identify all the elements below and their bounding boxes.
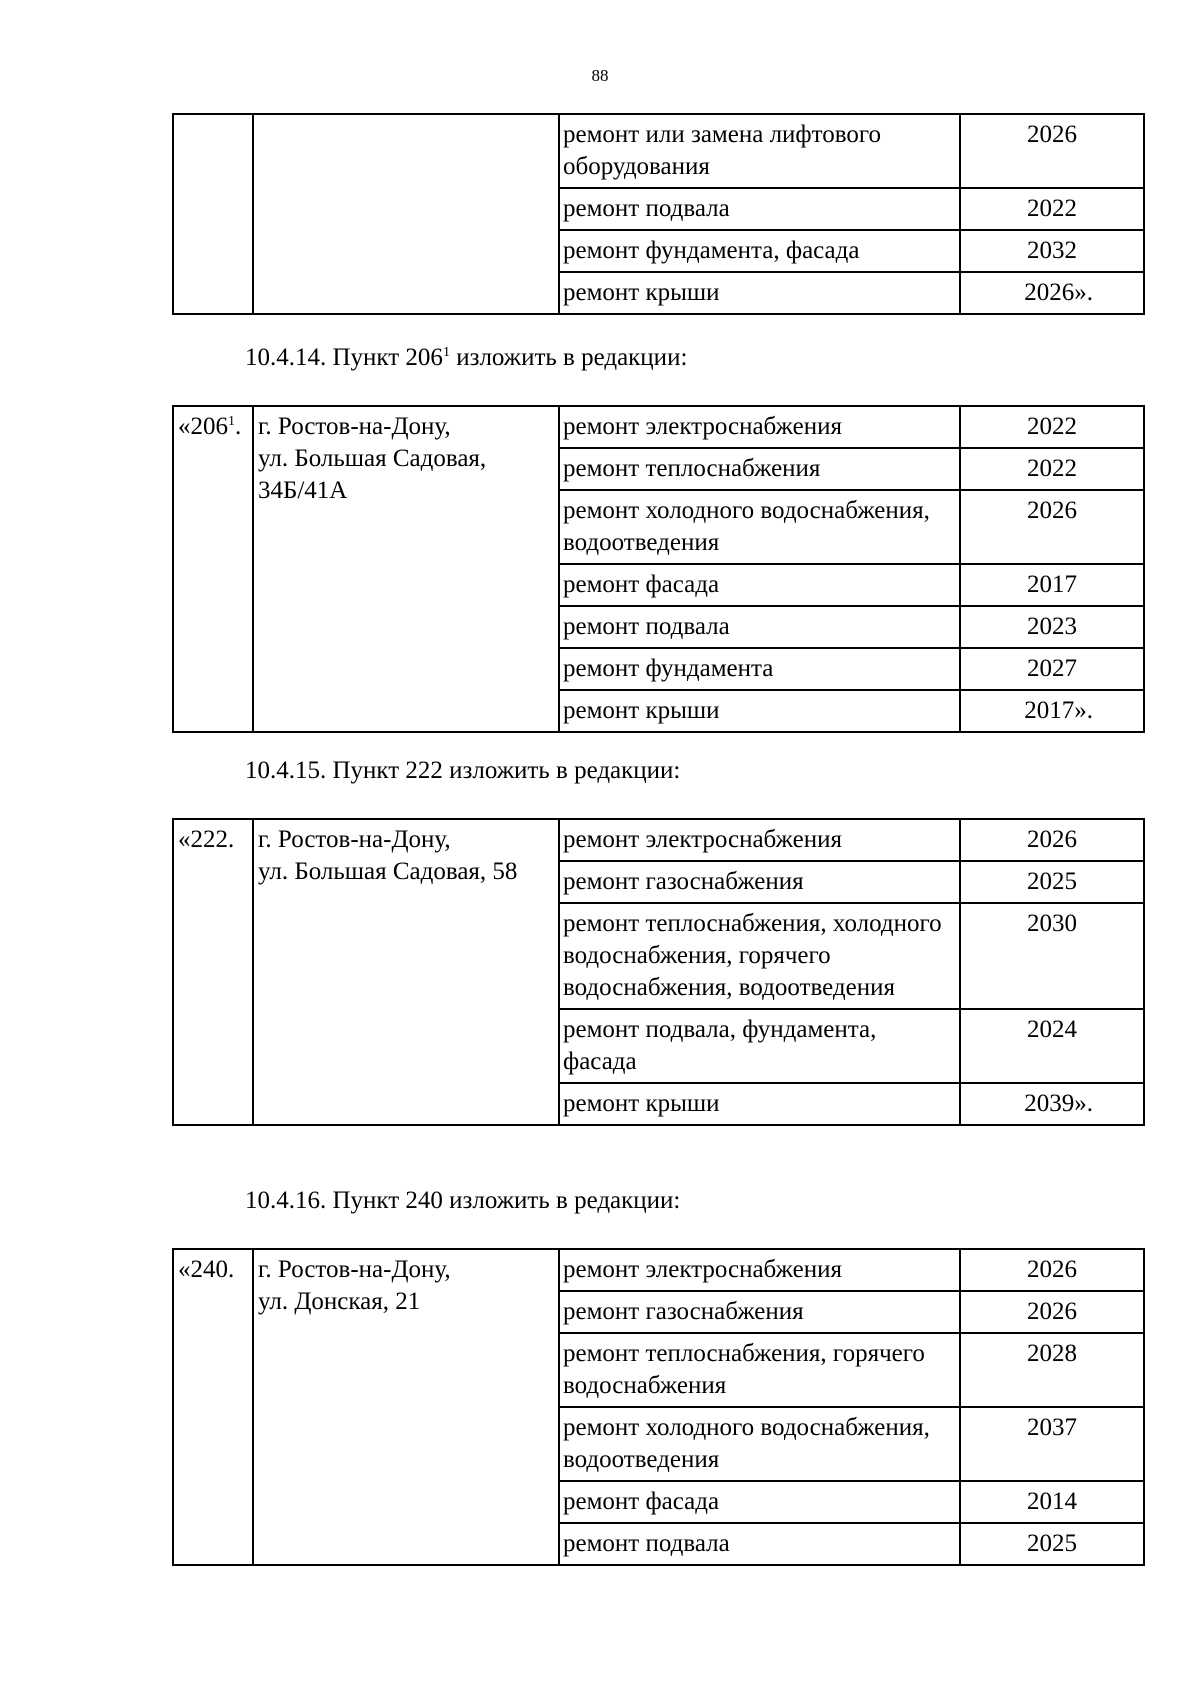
year-cell: 2024 <box>960 1009 1144 1083</box>
item-number-cell: «240. <box>173 1249 253 1565</box>
year-cell: 2022 <box>960 188 1144 230</box>
year-cell: 2022 <box>960 448 1144 490</box>
year-cell: 2017 <box>960 564 1144 606</box>
table-row <box>173 1249 1144 1291</box>
address-cell <box>253 819 559 1125</box>
work-cell: ремонт электроснабжения <box>559 819 960 861</box>
year-cell: 2032 <box>960 230 1144 272</box>
year-cell: 2037 <box>960 1407 1144 1481</box>
address-line: 34Б/41А <box>258 477 348 504</box>
work-cell: ремонт газоснабжения <box>559 1291 960 1333</box>
year-cell: 2039». <box>960 1083 1144 1125</box>
work-cell: ремонт теплоснабжения, холодного водоснабжения, горячего водоснабжения, водоотведения <box>559 903 960 1009</box>
item-number-suffix: . <box>235 413 242 440</box>
section-heading: 10.4.15. Пункт 222 изложить в редакции: <box>245 757 681 784</box>
work-cell: ремонт электроснабжения <box>559 406 960 448</box>
section-heading <box>245 343 687 373</box>
year-cell: 2022 <box>960 406 1144 448</box>
work-cell: ремонт крыши <box>559 272 960 314</box>
address-line: ул. Большая Садовая, <box>258 445 487 472</box>
work-cell: ремонт подвала <box>559 1523 960 1565</box>
year-cell: 2026 <box>960 114 1144 188</box>
year-cell: 2026 <box>960 1249 1144 1291</box>
item-number-cell <box>173 114 253 314</box>
work-cell: ремонт подвала <box>559 606 960 648</box>
year-cell: 2025 <box>960 861 1144 903</box>
work-cell: ремонт холодного водоснабжения, водоотведения <box>559 1407 960 1481</box>
section-heading: 10.4.16. Пункт 240 изложить в редакции: <box>245 1187 681 1214</box>
work-cell: ремонт или замена лифтового оборудования <box>559 114 960 188</box>
year-cell: 2026». <box>960 272 1144 314</box>
work-cell: ремонт теплоснабжения, горячего водоснабжения <box>559 1333 960 1407</box>
year-cell: 2025 <box>960 1523 1144 1565</box>
work-cell: ремонт фасада <box>559 1481 960 1523</box>
work-cell: ремонт крыши <box>559 690 960 732</box>
work-cell: ремонт теплоснабжения <box>559 448 960 490</box>
year-cell: 2028 <box>960 1333 1144 1407</box>
table-row <box>173 819 1144 861</box>
item-table-206 <box>172 405 1145 733</box>
item-number-cell <box>173 406 253 732</box>
work-cell: ремонт фундамента, фасада <box>559 230 960 272</box>
work-cell: ремонт электроснабжения <box>559 1249 960 1291</box>
work-cell: ремонт холодного водоснабжения, водоотведения <box>559 490 960 564</box>
address-line: ул. Донская, 21 <box>258 1288 421 1315</box>
item-number: «206 <box>178 413 228 440</box>
work-cell: ремонт фундамента <box>559 648 960 690</box>
address-line: г. Ростов-на-Дону, <box>258 826 451 853</box>
year-cell: 2030 <box>960 903 1144 1009</box>
year-cell: 2027 <box>960 648 1144 690</box>
table-row <box>173 114 1144 188</box>
page-number: 88 <box>591 66 609 85</box>
continuation-table <box>172 113 1145 315</box>
heading-superscript: 1 <box>442 345 450 360</box>
year-cell: 2026 <box>960 1291 1144 1333</box>
year-cell: 2017». <box>960 690 1144 732</box>
work-cell: ремонт фасада <box>559 564 960 606</box>
year-cell: 2026 <box>960 490 1144 564</box>
work-cell: ремонт подвала, фундамента, фасада <box>559 1009 960 1083</box>
year-cell: 2014 <box>960 1481 1144 1523</box>
item-superscript: 1 <box>228 414 235 429</box>
address-cell <box>253 1249 559 1565</box>
address-line: г. Ростов-на-Дону, <box>258 413 451 440</box>
work-cell: ремонт газоснабжения <box>559 861 960 903</box>
heading-text: 10.4.14. Пункт 206 <box>245 344 443 371</box>
item-number-cell: «222. <box>173 819 253 1125</box>
work-cell: ремонт крыши <box>559 1083 960 1125</box>
address-cell <box>253 114 559 314</box>
address-line: ул. Большая Садовая, 58 <box>258 858 518 885</box>
table-row <box>173 406 1144 448</box>
address-cell <box>253 406 559 732</box>
heading-text: изложить в редакции: <box>449 344 688 371</box>
year-cell: 2023 <box>960 606 1144 648</box>
work-cell: ремонт подвала <box>559 188 960 230</box>
year-cell: 2026 <box>960 819 1144 861</box>
item-table-222 <box>172 818 1145 1126</box>
address-line: г. Ростов-на-Дону, <box>258 1256 451 1283</box>
item-table-240 <box>172 1248 1145 1566</box>
